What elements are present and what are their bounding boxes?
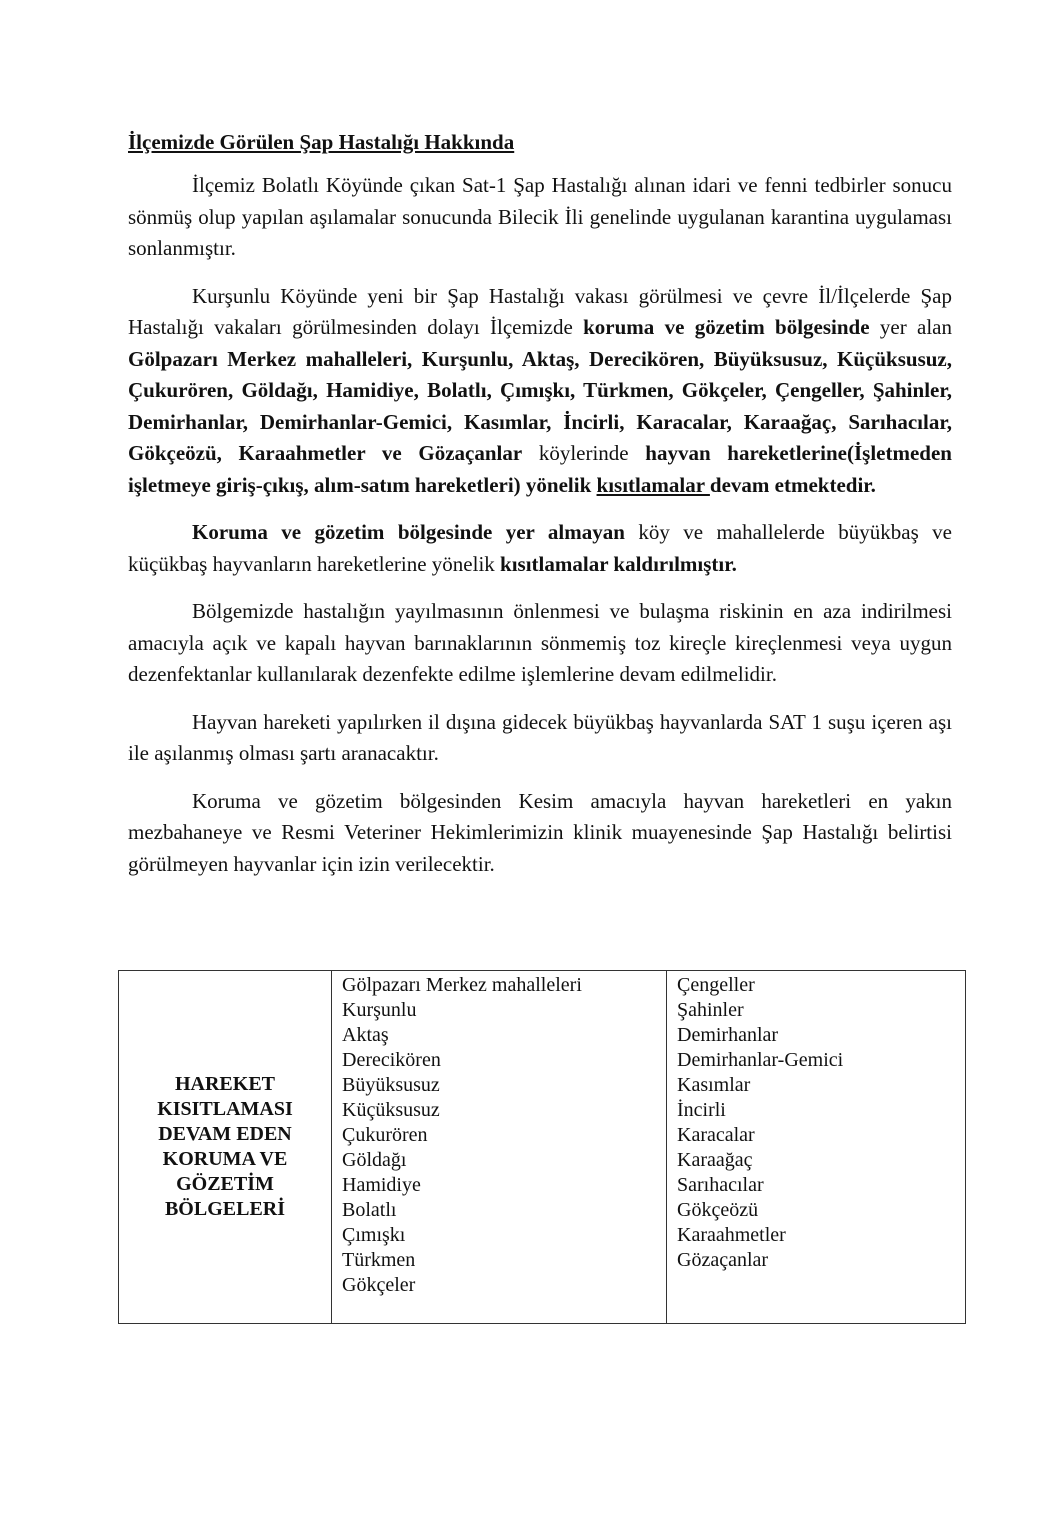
list-item: Türkmen [342,1249,416,1271]
list-item: İncirli [677,1099,726,1121]
paragraph-1: İlçemiz Bolatlı Köyünde çıkan Sat-1 Şap Hastalığı alınan idari ve fenni tedbirler sonucu sönmüş olup yapılan aşılamalar sonucunda Bilecik İli genelinde uygulanan karantina uygulaması sonlanmıştır. [128,173,952,260]
list-item: Demirhanlar-Gemici [677,1049,844,1071]
paragraph-3-bold-1: Koruma ve gözetim bölgesinde yer almayan [192,520,625,544]
paragraph-6: Koruma ve gözetim bölgesinden Kesim amacıyla hayvan hareketleri en yakın mezbahaneye ve Resmi Veteriner Hekimlerimizin klinik muayenesinde Şap Hastalığı belirtisi görülmeyen hayvanlar için izin verilecektir. [128,788,952,876]
header-line: GÖZETİM [176,1173,274,1195]
list-item: Kurşunlu [342,999,417,1021]
list-item: Şahinler [677,999,744,1021]
paragraph-2-bold-3: hayvan hareketlerine(İşletmeden işletmeye giriş-çıkış, alım-satım hareketleri) yönelik [128,441,952,497]
list-item: Hamidiye [342,1174,421,1196]
table-header-cell [119,971,332,1324]
list-item: Gözaçanlar [677,1249,769,1271]
paragraph-3 [128,517,952,580]
list-item: Kasımlar [677,1074,751,1096]
header-line: KISITLAMASI [157,1098,293,1120]
header-line: DEVAM EDEN [158,1123,292,1145]
paragraph-2 [128,281,952,502]
paragraph-2-text-3: köylerinde [522,441,646,465]
paragraph-2-bold-4: devam etmektedir. [709,472,876,497]
list-item: Küçüksusuz [342,1099,440,1121]
document-body [128,128,952,896]
list-item: Gölpazarı Merkez mahalleleri [342,974,582,996]
paragraph-4: Bölgemizde hastalığın yayılmasının önlenmesi ve bulaşma riskinin en aza indirilmesi amacıyla açık ve kapalı hayvan barınaklarının sönmemiş toz kireçle kireçlenmesi veya uygun dezenfektanlar kullanılarak dezenfekte edilme işlemlerine devam edilmelidir. [128,599,952,686]
paragraph-2-text-1: Kurşunlu Köyünde yeni bir Şap Hastalığı vakası görülmesi ve çevre İl/İlçelerde Şap Hastalığı vakaları görülmesinden dolayı İlçemizde [128,283,952,339]
paragraph-3-text-1: köy ve mahallelerde büyükbaş ve küçükbaş hayvanların hareketlerine yönelik [128,520,952,576]
restriction-zones-table [118,970,966,1324]
list-item: Bolatlı [342,1199,397,1221]
header-line: HAREKET [174,1073,276,1095]
paragraph-2-bold-2: Gölpazarı Merkez mahalleleri, Kurşunlu, Aktaş, Derecikören, Büyüksusuz, Küçüksusuz, Çukurören, Göldağı, Hamidiye, Bolatlı, Çımışkı, Türkmen, Gökçeler, Çengeller, Şahinler, Demirhanlar, Demirhanlar-Gemici, Kasımlar, İncirli, Karacalar, Karaağaç, Sarıhacılar, Gökçeözü, Karaahmetler ve Gözaçanlar [128,346,952,465]
list-item: Karaahmetler [677,1224,786,1246]
list-item: Çımışkı [342,1224,406,1246]
header-line: KORUMA VE [162,1148,288,1170]
village-list-column-2 [667,971,966,1324]
list-item: Aktaş [342,1024,389,1046]
document-title: İlçemizde Görülen Şap Hastalığı Hakkında [128,130,515,154]
list-item: Karaağaç [677,1149,753,1171]
list-item: Büyüksusuz [342,1074,440,1096]
list-item: Göldağı [342,1149,407,1171]
paragraph-2-bold-underlined: kısıtlamalar [596,472,710,497]
list-item: Gökçeler [342,1274,416,1296]
list-item: Çukurören [342,1124,428,1146]
header-line: BÖLGELERİ [164,1198,286,1220]
paragraph-2-text-2: yer alan [869,315,952,339]
list-item: Sarıhacılar [677,1174,764,1196]
list-item: Karacalar [677,1124,755,1146]
paragraph-3-bold-2: kısıtlamalar kaldırılmıştır. [500,551,737,576]
paragraph-2-bold-1: koruma ve gözetim bölgesinde [583,315,870,339]
list-item: Çengeller [677,974,755,996]
list-item: Derecikören [342,1049,441,1071]
paragraph-5: Hayvan hareketi yapılırken il dışına gidecek büyükbaş hayvanlarda SAT 1 suşu içeren aşı ile aşılanmış olması şartı aranacaktır. [128,709,952,765]
table-row [119,971,966,1324]
village-list-column-1 [332,971,667,1324]
list-item: Demirhanlar [677,1024,779,1046]
list-item: Gökçeözü [677,1199,759,1221]
